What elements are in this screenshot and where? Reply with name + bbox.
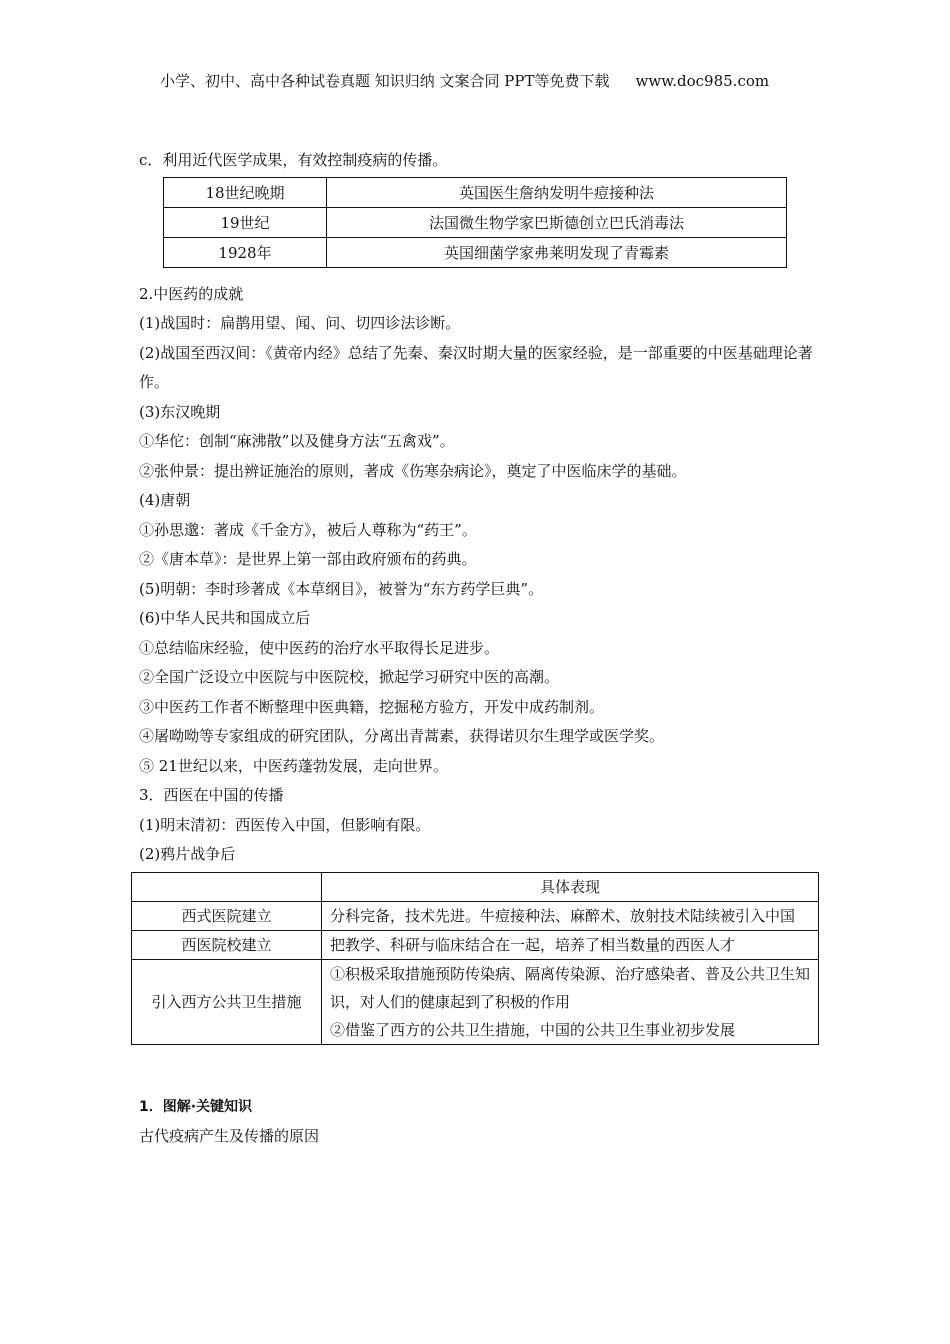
table-cell: 西式医院建立	[132, 901, 322, 930]
paragraph-line: (6)中华人民共和国成立后	[139, 609, 311, 627]
table-cell: 1928年	[164, 237, 327, 267]
paragraph-line: (2)鸦片战争后	[139, 845, 236, 863]
table-cell-line: ②借鉴了西方的公共卫生措施，中国的公共卫生事业初步发展	[330, 1020, 736, 1039]
table-header-row	[132, 872, 819, 901]
modern-medicine-table	[163, 177, 787, 268]
table-cell: 西医院校建立	[132, 930, 322, 959]
page-header	[160, 70, 769, 91]
table-row	[132, 959, 819, 1044]
header-text: 小学、初中、高中各种试卷真题 知识归纳 文案合同 PPT等免费下载	[160, 72, 610, 90]
table-row	[164, 177, 787, 207]
table-cell: 分科完备，技术先进。牛痘接种法、麻醉术、放射技术陆续被引入中国	[322, 901, 819, 930]
section-c-title: c．利用近代医学成果，有效控制疫病的传播。	[139, 151, 448, 169]
table-cell	[322, 959, 819, 1044]
document-body	[139, 146, 829, 1152]
paragraph-line: ①华佗：创制“麻沸散”以及健身方法“五禽戏”。	[139, 432, 455, 450]
table-row	[164, 207, 787, 237]
paragraph-line: ①孙思邈：著成《千金方》，被后人尊称为“药王”。	[139, 520, 477, 539]
paragraph-line: ②《唐本草》：是世界上第一部由政府颁布的药典。	[139, 550, 477, 568]
paragraph-line: (1)战国时：扁鹊用望、闻、问、切四诊法诊断。	[139, 314, 461, 332]
paragraph-line: (3)东汉晚期	[139, 402, 221, 421]
table-row	[132, 901, 819, 930]
table-cell-line: ①积极采取措施预防传染病、隔离传染源、治疗感染者、普及公共卫生知识，对人们的健康起到了积极的作用	[330, 964, 811, 1011]
paragraph-line: (5)明朝：李时珍著成《本草纲目》，被誉为“东方药学巨典”。	[139, 579, 544, 598]
table-cell: 英国细菌学家弗莱明发现了青霉素	[327, 237, 787, 267]
paragraph-line: ②全国广泛设立中医院与中医院校，掀起学习研究中医的高潮。	[139, 668, 560, 686]
paragraph-line: ②张仲景：提出辨证施治的原则，著成《伤寒杂病论》，奠定了中医临床学的基础。	[139, 461, 687, 480]
table-row	[132, 930, 819, 959]
key-knowledge-subtitle: 古代疫病产生及传播的原因	[139, 1127, 320, 1145]
table-cell: 19世纪	[164, 207, 327, 237]
paragraph-line: ⑤ 21世纪以来，中医药蓬勃发展，走向世界。	[139, 756, 448, 775]
table-row	[164, 237, 787, 267]
table-cell: 英国医生詹纳发明牛痘接种法	[327, 177, 787, 207]
header-url[interactable]: www.doc985.com	[635, 72, 770, 90]
table-header-cell: 具体表现	[322, 872, 819, 901]
key-knowledge-title: 1．图解·关键知识	[139, 1098, 253, 1115]
table-cell: 把教学、科研与临床结合在一起，培养了相当数量的西医人才	[322, 930, 819, 959]
paragraph-line: (4)唐朝	[139, 491, 191, 509]
table-cell: 引入西方公共卫生措施	[132, 959, 322, 1044]
table-cell: 18世纪晚期	[164, 177, 327, 207]
paragraph-line: ①总结临床经验，使中医药的治疗水平取得长足进步。	[139, 638, 500, 657]
section-3-title: 3．西医在中国的传播	[139, 786, 284, 804]
paragraph-line: ④屠呦呦等专家组成的研究团队，分离出青蒿素，获得诺贝尔生理学或医学奖。	[139, 727, 665, 745]
paragraph-line: ③中医药工作者不断整理中医典籍，挖掘秘方验方，开发中成药制剂。	[139, 697, 605, 716]
western-medicine-table	[131, 872, 819, 1045]
section-2-title: 2.中医药的成就	[139, 284, 244, 303]
paragraph-line: (1)明末清初：西医传入中国，但影响有限。	[139, 815, 431, 834]
table-cell: 法国微生物学家巴斯德创立巴氏消毒法	[327, 207, 787, 237]
paragraph-line: (2)战国至西汉间：《黄帝内经》总结了先秦、秦汉时期大量的医家经验，是一部重要的中医基础理论著作。	[139, 343, 813, 391]
table-header-cell	[132, 872, 322, 901]
